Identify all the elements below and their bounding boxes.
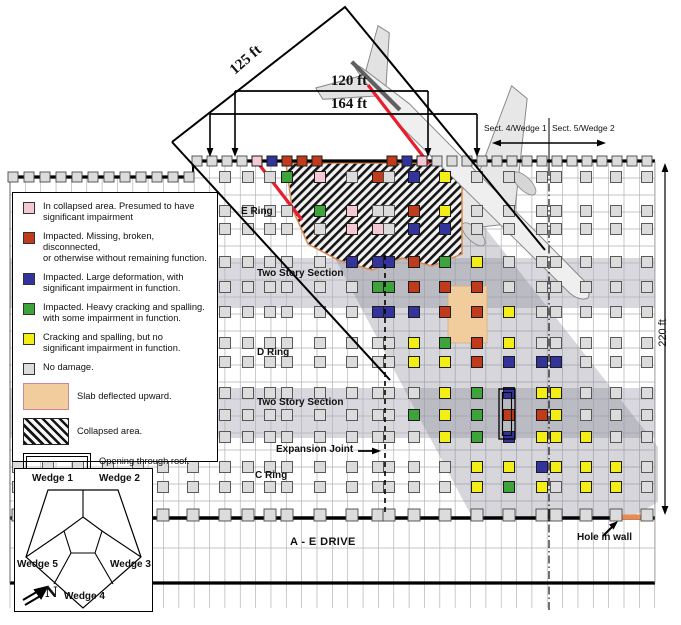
- north-letter: N: [45, 585, 58, 601]
- legend-item-text: Impacted. Large deformation, with significant impairment in function.: [43, 271, 184, 293]
- sect5-wedge2-label: Sect. 5/Wedge 2: [552, 123, 615, 133]
- legend-item: [23, 362, 211, 375]
- legend-swatch-tan-icon: [23, 383, 69, 410]
- two-story-section-label-2: Two Story Section: [257, 397, 344, 408]
- two-story-section-label-1: Two Story Section: [257, 268, 344, 279]
- legend-item-text: Cracking and spalling, but no significant impairment in function.: [43, 331, 181, 353]
- north-arrow-icon: [23, 587, 47, 605]
- dim-125ft-label: 125 ft: [226, 42, 265, 79]
- damage-legend: [12, 192, 218, 467]
- legend-item-text: Impacted. Heavy cracking and spalling. with some impairment in function.: [43, 301, 205, 323]
- legend-item-text: In collapsed area. Presumed to have significant impairment: [43, 201, 195, 222]
- legend-swatch-red-icon: [23, 232, 35, 244]
- dim-120ft-label: 120 ft: [330, 73, 368, 89]
- legend-item-text: No damage.: [43, 361, 94, 372]
- wedge-1-label: Wedge 1: [32, 473, 73, 484]
- dim-164ft-label: 164 ft: [330, 96, 368, 112]
- legend-item: [23, 201, 211, 223]
- legend-swatch-green-icon: [23, 303, 35, 315]
- c-ring-label: C Ring: [255, 470, 288, 481]
- wedge-2-label: Wedge 2: [99, 473, 140, 484]
- hole-in-wall-label: Hole in wall: [577, 532, 633, 543]
- legend-item: [23, 383, 211, 410]
- e-ring-label: E Ring: [241, 206, 273, 217]
- pentagon-wedge-map: [15, 469, 151, 610]
- legend-swatch-pink-icon: [23, 202, 35, 214]
- sect4-wedge1-label: Sect. 4/Wedge 1: [484, 123, 547, 133]
- legend-item-text: Impacted. Missing, broken, disconnected, or otherwise without remaining function.: [43, 230, 207, 263]
- legend-item: [23, 332, 211, 354]
- legend-swatch-gray-icon: [23, 363, 35, 375]
- legend-item: [23, 418, 211, 445]
- ae-drive-label: A - E DRIVE: [290, 536, 356, 548]
- legend-item: [23, 231, 211, 264]
- legend-item: [23, 272, 211, 294]
- expansion-joint-label: Expansion Joint: [276, 444, 354, 455]
- legend-item-text: Opening through roof.: [99, 456, 190, 467]
- legend-item-text: Slab deflected upward.: [77, 390, 172, 401]
- legend-swatch-blue-icon: [23, 273, 35, 285]
- dim-220ft-label: 220 ft: [657, 319, 669, 347]
- wedge-4-label: Wedge 4: [64, 591, 105, 602]
- legend-item: [23, 302, 211, 324]
- legend-swatch-yellow-icon: [23, 333, 35, 345]
- wedge-5-label: Wedge 5: [17, 559, 58, 570]
- d-ring-label: D Ring: [257, 347, 290, 358]
- wedge-3-label: Wedge 3: [110, 559, 151, 570]
- legend-item-text: Collapsed area.: [77, 425, 143, 436]
- legend-swatch-hatch-icon: [23, 418, 69, 445]
